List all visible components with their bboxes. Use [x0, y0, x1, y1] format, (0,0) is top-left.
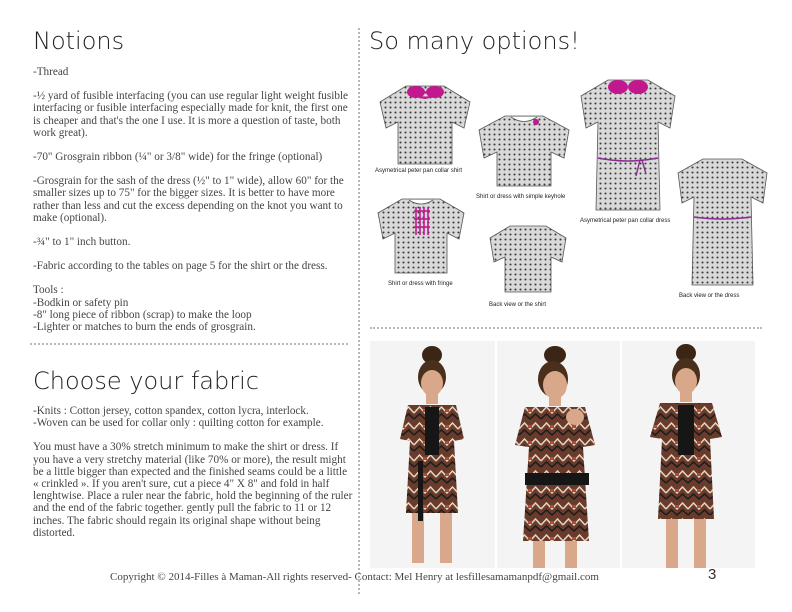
caption-collar-shirt: Asymetrical peter pan collar shirt: [375, 168, 463, 174]
caption-keyhole: Shirt or dress with simple keyhole: [476, 194, 566, 200]
fabric-title: Choose your fabric: [33, 367, 259, 395]
notion-item: -Thread: [33, 66, 69, 78]
section-divider: [30, 343, 348, 345]
fabric-body: [33, 405, 353, 539]
collar-shirt-illustration: [378, 80, 473, 170]
notions-body: [33, 66, 351, 345]
model-photo-2: [497, 341, 620, 568]
options-title: So many options!: [369, 27, 580, 55]
caption-collar-dress: Asymetrical peter pan collar dress: [580, 218, 671, 224]
back-dress-illustration: [675, 155, 770, 289]
notion-item: -Grosgrain for the sash of the dress (½" to 1" wide), allow 60" for the smaller sizes up to 75" for the bigger sizes. It is better to have more rather than less and cut the excess depending on the knot you want to make (optional).: [33, 175, 347, 224]
tools-list: Tools : -Bodkin or safety pin -8" long piece of ribbon (scrap) to make the loop -Lighter or matches to burn the ends of grosgrain.: [33, 284, 256, 334]
copyright-footer: Copyright © 2014-Filles à Maman-All rights reserved- Contact: Mel Henry at lesfillesamamanpdf@gmail.com: [110, 571, 599, 583]
back-shirt-illustration: [488, 222, 568, 296]
notions-title: Notions: [33, 27, 125, 55]
keyhole-shirt-illustration: [477, 112, 572, 190]
page-number: 3: [708, 566, 717, 583]
column-divider: [358, 28, 360, 594]
fabric-line: -Knits : Cotton jersey, cotton spandex, cotton lycra, interlock.: [33, 405, 309, 417]
notion-item: -Fabric according to the tables on page 5 for the shirt or the dress.: [33, 260, 328, 273]
section-divider: [370, 327, 762, 329]
caption-fringe: Shirt or dress with fringe: [388, 281, 453, 287]
collar-dress-illustration: [578, 76, 678, 214]
notion-item: -½ yard of fusible interfacing (you can use regular light weight fusible interfacing or fusible interfacing especially made for knit, the first one is cheaper and that's the one I use. It is more a question of taste, both work great).: [33, 90, 351, 139]
caption-back-dress: Back view or the dress: [679, 293, 740, 299]
caption-back-shirt: Back view or the shirt: [489, 302, 547, 308]
fabric-line: -Woven can be used for collar only : quilting cotton for example.: [33, 417, 324, 430]
stretch-paragraph: You must have a 30% stretch minimum to make the shirt or dress. If you have a very stretchy material (like 70% or more), the result might be a little bigger than expected and the finished seams could be a little « crinkled ». If you aren't sure, cut a piece 4" X 8" and fold in half lenghtwise. Place a ruler near the fabric, hold the beginning of the ruler and the end of the fabric together. gently pull the fabric to 11 or 12 inches. The fabric should regain its original shape without being distorted.: [33, 441, 353, 539]
model-photo-3: [622, 341, 755, 568]
notion-item: -¾" to 1" inch button.: [33, 236, 131, 249]
model-photo-1: [370, 341, 495, 568]
fringe-shirt-illustration: [376, 195, 466, 277]
notion-item: -70" Grosgrain ribbon (¼" or 3/8" wide) for the fringe (optional): [33, 151, 323, 164]
